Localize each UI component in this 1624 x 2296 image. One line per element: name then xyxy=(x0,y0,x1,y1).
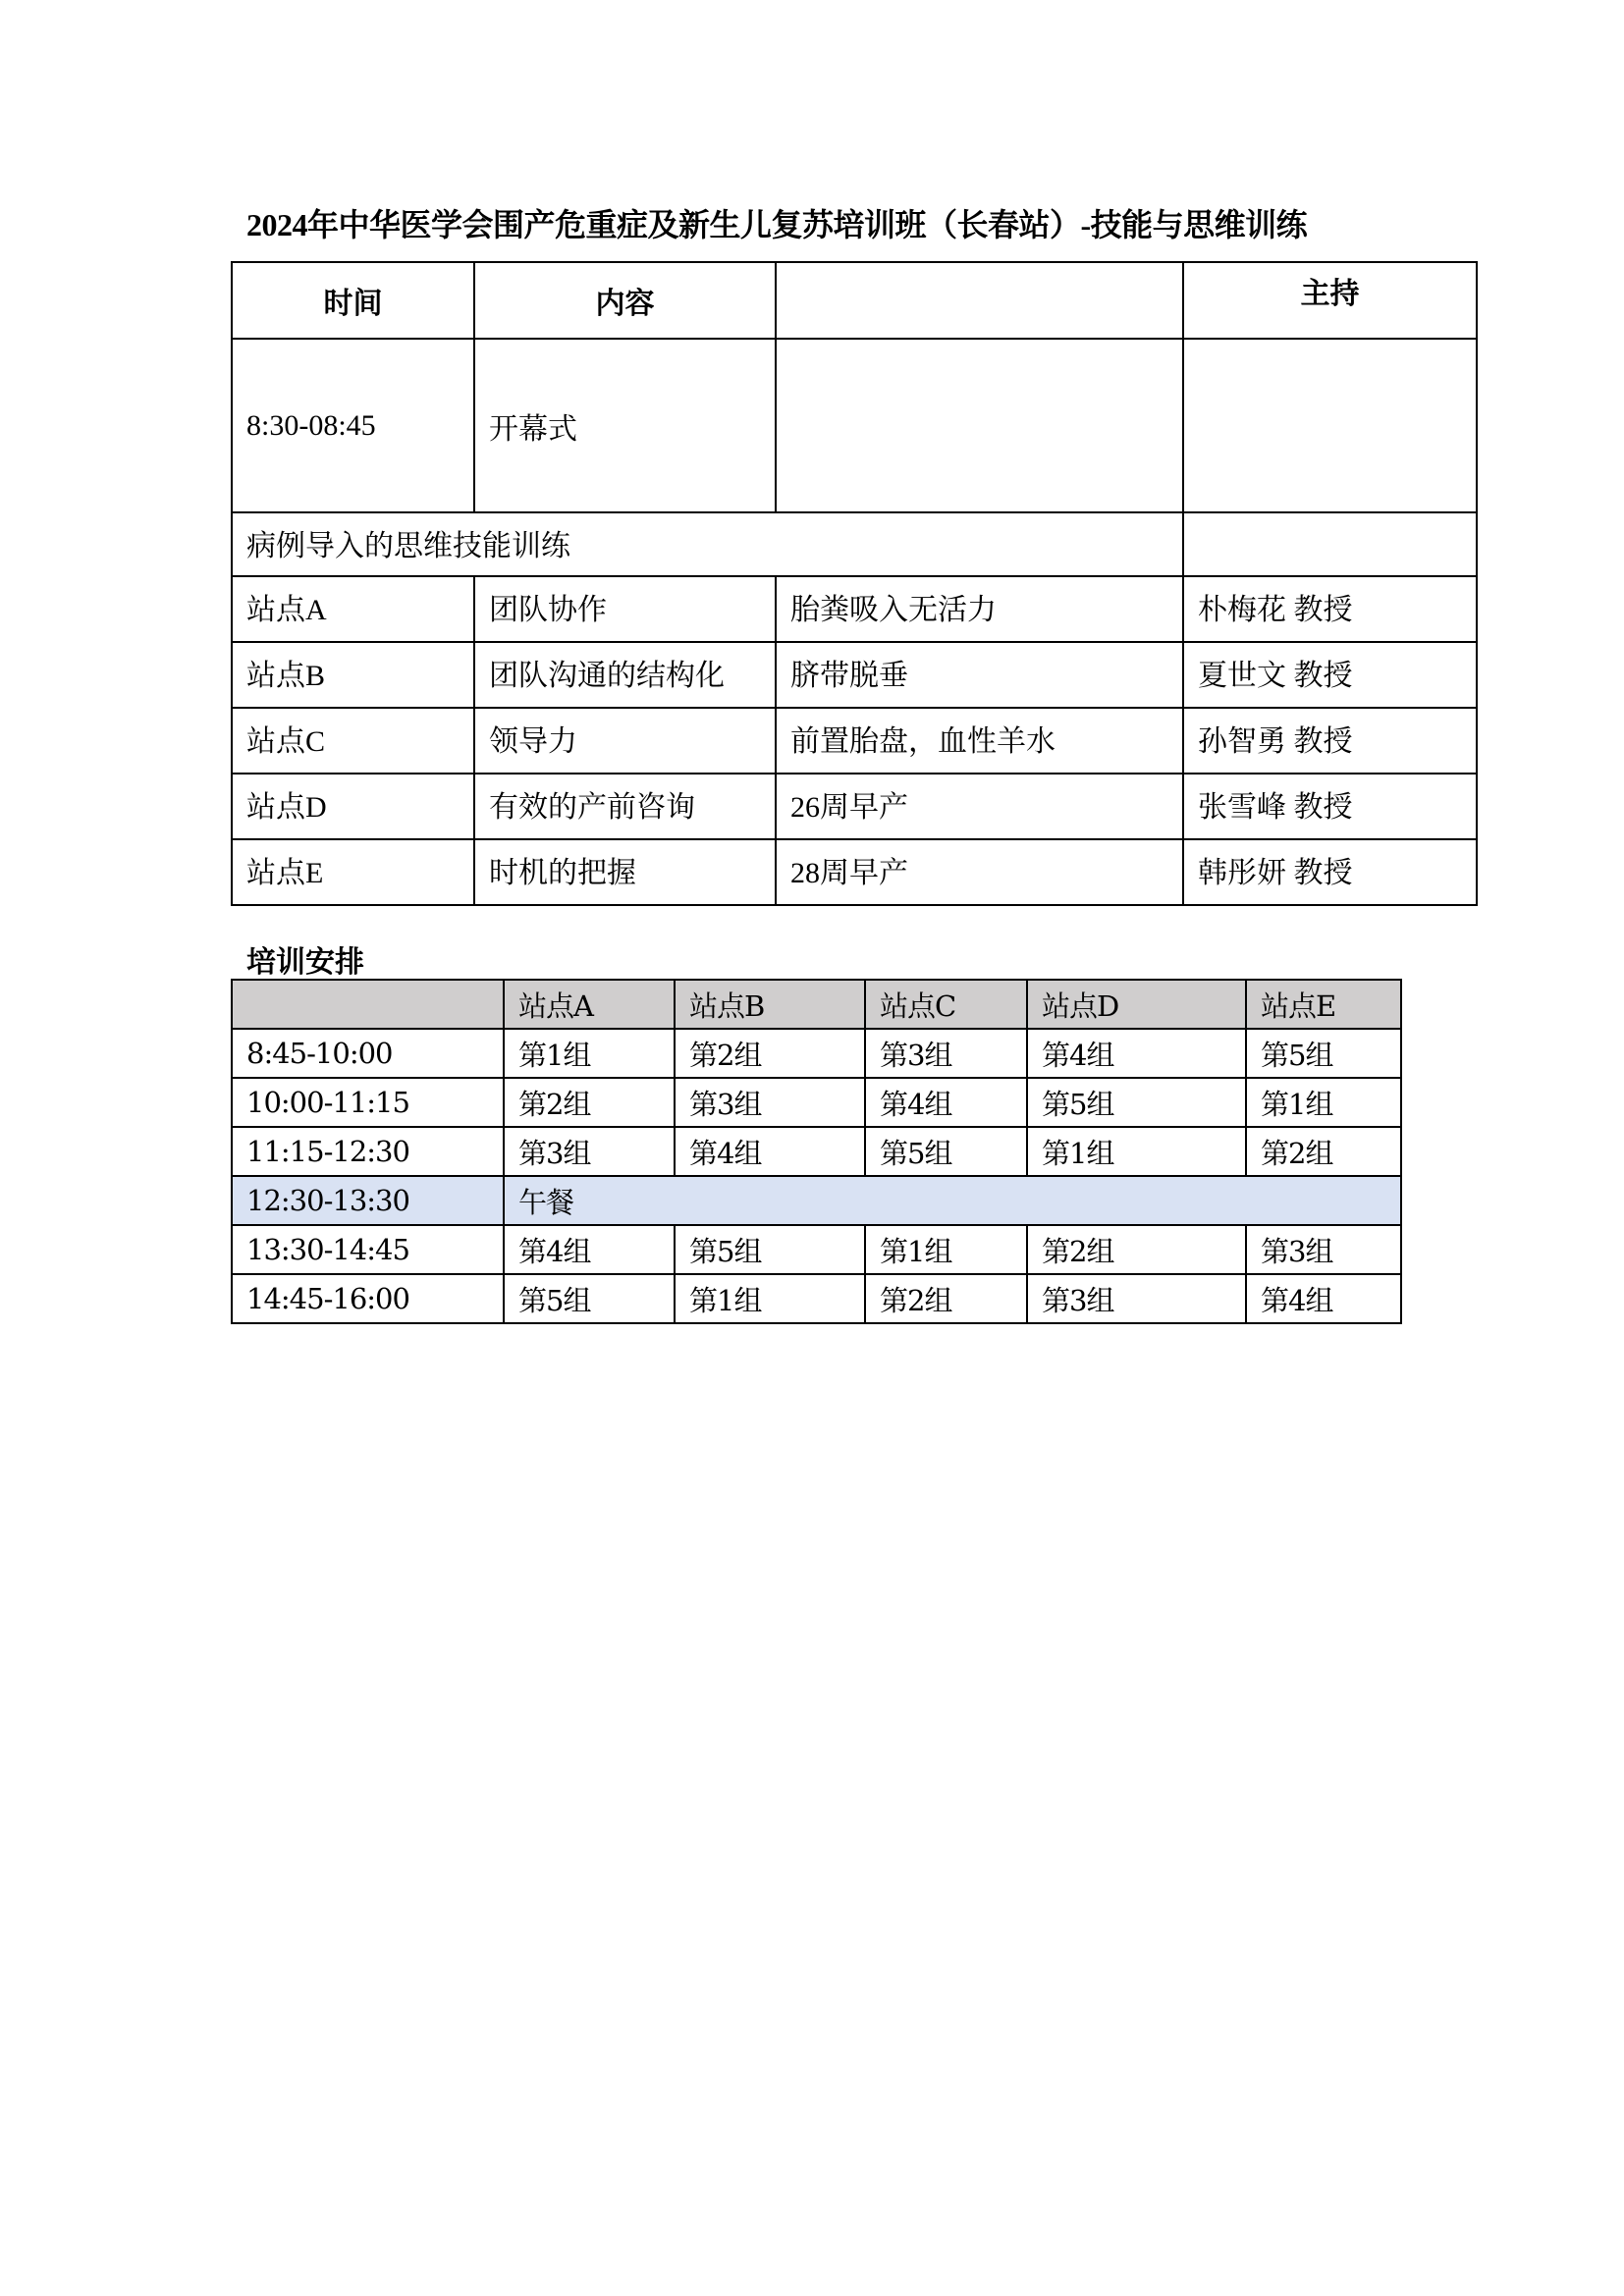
slot-time: 11:15-12:30 xyxy=(232,1127,504,1176)
lunch-label: 午餐 xyxy=(504,1176,1401,1225)
training-row xyxy=(232,1029,1401,1078)
station-case: 28周早产 xyxy=(776,839,1183,905)
opening-time: 8:30-08:45 xyxy=(232,339,474,512)
header-blank xyxy=(232,980,504,1029)
opening-host xyxy=(1183,339,1477,512)
station-host: 孙智勇 教授 xyxy=(1183,708,1477,774)
group-cell: 第2组 xyxy=(504,1078,675,1127)
training-row xyxy=(232,1078,1401,1127)
group-cell: 第3组 xyxy=(504,1127,675,1176)
group-cell: 第1组 xyxy=(1027,1127,1246,1176)
program-header-row xyxy=(232,262,1477,339)
lunch-time: 12:30-13:30 xyxy=(232,1176,504,1225)
header-station-c: 站点C xyxy=(865,980,1027,1029)
station-case: 脐带脱垂 xyxy=(776,642,1183,708)
station-skill: 有效的产前咨询 xyxy=(474,774,776,839)
group-cell: 第1组 xyxy=(865,1225,1027,1274)
station-case: 胎粪吸入无活力 xyxy=(776,576,1183,642)
training-row xyxy=(232,1274,1401,1323)
group-cell: 第5组 xyxy=(675,1225,865,1274)
station-name: 站点B xyxy=(232,642,474,708)
header-station-e: 站点E xyxy=(1246,980,1401,1029)
section-row xyxy=(232,512,1477,576)
group-cell: 第3组 xyxy=(1246,1225,1401,1274)
station-case: 26周早产 xyxy=(776,774,1183,839)
header-host: 主持 xyxy=(1183,262,1477,339)
station-name: 站点C xyxy=(232,708,474,774)
station-row xyxy=(232,642,1477,708)
document-title: 2024年中华医学会围产危重症及新生儿复苏培训班（长春站）-技能与思维训练 xyxy=(246,207,1308,242)
opening-topic xyxy=(776,339,1183,512)
station-host: 夏世文 教授 xyxy=(1183,642,1477,708)
header-time: 时间 xyxy=(232,262,474,339)
station-skill: 团队协作 xyxy=(474,576,776,642)
slot-time: 13:30-14:45 xyxy=(232,1225,504,1274)
station-row xyxy=(232,839,1477,905)
slot-time: 14:45-16:00 xyxy=(232,1274,504,1323)
training-table xyxy=(231,979,1402,1324)
training-header-row xyxy=(232,980,1401,1029)
group-cell: 第5组 xyxy=(504,1274,675,1323)
slot-time: 10:00-11:15 xyxy=(232,1078,504,1127)
group-cell: 第1组 xyxy=(504,1029,675,1078)
header-station-a: 站点A xyxy=(504,980,675,1029)
section-title: 病例导入的思维技能训练 xyxy=(232,512,1183,576)
station-name: 站点A xyxy=(232,576,474,642)
station-name: 站点D xyxy=(232,774,474,839)
group-cell: 第4组 xyxy=(675,1127,865,1176)
group-cell: 第2组 xyxy=(675,1029,865,1078)
group-cell: 第3组 xyxy=(675,1078,865,1127)
group-cell: 第5组 xyxy=(1027,1078,1246,1127)
station-name: 站点E xyxy=(232,839,474,905)
group-cell: 第2组 xyxy=(865,1274,1027,1323)
group-cell: 第1组 xyxy=(675,1274,865,1323)
header-station-b: 站点B xyxy=(675,980,865,1029)
station-row xyxy=(232,708,1477,774)
group-cell: 第4组 xyxy=(1027,1029,1246,1078)
group-cell: 第3组 xyxy=(865,1029,1027,1078)
training-row xyxy=(232,1127,1401,1176)
opening-row xyxy=(232,339,1477,512)
station-host: 朴梅花 教授 xyxy=(1183,576,1477,642)
group-cell: 第4组 xyxy=(865,1078,1027,1127)
station-row xyxy=(232,774,1477,839)
training-heading: 培训安排 xyxy=(246,946,364,979)
opening-content: 开幕式 xyxy=(474,339,776,512)
slot-time: 8:45-10:00 xyxy=(232,1029,504,1078)
station-case: 前置胎盘，血性羊水 xyxy=(776,708,1183,774)
station-skill: 时机的把握 xyxy=(474,839,776,905)
station-host: 张雪峰 教授 xyxy=(1183,774,1477,839)
group-cell: 第4组 xyxy=(1246,1274,1401,1323)
group-cell: 第2组 xyxy=(1246,1127,1401,1176)
station-skill: 领导力 xyxy=(474,708,776,774)
group-cell: 第3组 xyxy=(1027,1274,1246,1323)
training-row xyxy=(232,1225,1401,1274)
station-host: 韩彤妍 教授 xyxy=(1183,839,1477,905)
group-cell: 第1组 xyxy=(1246,1078,1401,1127)
header-station-d: 站点D xyxy=(1027,980,1246,1029)
program-table xyxy=(231,261,1478,906)
station-row xyxy=(232,576,1477,642)
group-cell: 第2组 xyxy=(1027,1225,1246,1274)
lunch-row xyxy=(232,1176,1401,1225)
section-host xyxy=(1183,512,1477,576)
header-topic xyxy=(776,262,1183,339)
group-cell: 第5组 xyxy=(1246,1029,1401,1078)
group-cell: 第5组 xyxy=(865,1127,1027,1176)
group-cell: 第4组 xyxy=(504,1225,675,1274)
header-content: 内容 xyxy=(474,262,776,339)
station-skill: 团队沟通的结构化 xyxy=(474,642,776,708)
